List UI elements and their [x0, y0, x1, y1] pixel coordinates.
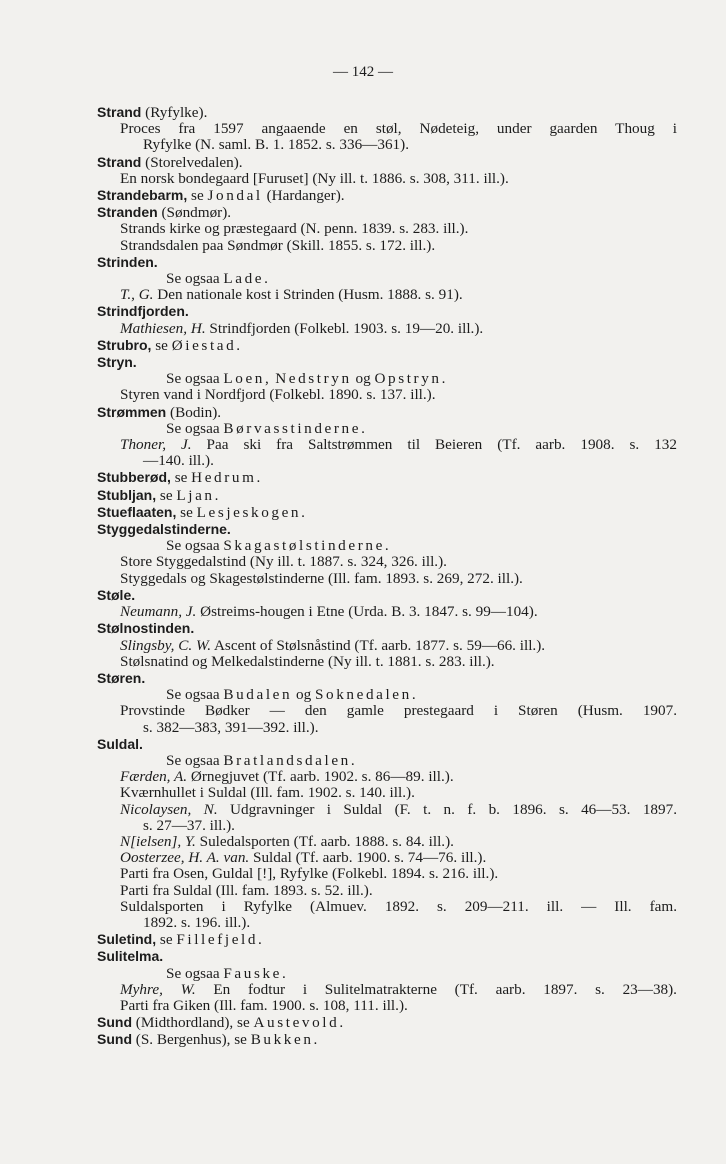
cross-reference: Lade. — [223, 270, 271, 288]
see-also-line — [97, 271, 677, 287]
see-also-text: Se ogsaa — [166, 370, 224, 388]
cross-reference: Budalen — [223, 686, 293, 704]
see-text: se — [187, 187, 208, 205]
author-name: Slingsby, C. W. — [120, 636, 211, 654]
citation-continuation: —140. ill.). — [143, 452, 214, 470]
entry-heading — [97, 404, 677, 421]
heading-qualifier: (Storelvedalen). — [141, 153, 243, 171]
citation-line: Suldalsporten i Ryfylke (Almuev. 1892. s. 209—211. ill. — Ill. fam. — [120, 897, 677, 915]
index-column — [97, 104, 677, 1049]
author-name: N[ielsen], Y. — [120, 832, 196, 850]
headword: Sund — [97, 1031, 132, 1048]
citation-line: Store Styggedalstind (Ny ill. t. 1887. s. 324, 326. ill.). — [120, 553, 447, 571]
cross-reference: Austevold. — [253, 1014, 346, 1032]
citation-line — [97, 638, 677, 654]
entry-heading — [97, 254, 677, 271]
headword: Stranden — [97, 204, 158, 221]
author-name: Oosterzee, H. A. van. — [120, 849, 250, 867]
citation-line — [97, 834, 677, 850]
cross-reference: Jondal — [207, 187, 263, 205]
cross-reference: Fillefjeld. — [176, 931, 265, 949]
citation-text: Den nationale kost i Strinden (Husm. 1888. s. 91). — [153, 286, 463, 304]
entry-heading — [97, 469, 677, 486]
citation-line: Strandsdalen paa Søndmør (Skill. 1855. s. 172. ill.). — [120, 236, 436, 254]
headword: Suletind, — [97, 931, 157, 948]
headword: Stølnostinden. — [97, 620, 195, 637]
citation-text: Paa ski fra Saltstrømmen til Beieren (Tf. aarb. 1908. s. 132 — [191, 436, 677, 454]
entry-heading — [97, 204, 677, 221]
headword: Sund — [97, 1014, 132, 1031]
entry-heading — [97, 587, 677, 604]
entry-heading — [97, 487, 677, 504]
entry-heading — [97, 620, 677, 637]
citation-continuation: s. 382—383, 391—392. ill.). — [143, 718, 319, 736]
citation-text: Ascent of Stølsnåstind (Tf. aarb. 1877. s. 59—66. ill.). — [211, 636, 546, 654]
headword: Stryn. — [97, 354, 137, 371]
headword: Strand — [97, 104, 142, 120]
see-also-text: Se ogsaa — [166, 270, 224, 288]
headword: Strandebarm, — [97, 187, 188, 204]
citation-text: Strindfjorden (Folkebl. 1903. s. 19—20. ill.). — [205, 319, 484, 337]
heading-qualifier: (Bodin). — [166, 403, 222, 421]
citation-line: Kværnhullet i Suldal (Ill. fam. 1902. s. 140. ill.). — [120, 784, 415, 802]
headword: Strand — [97, 153, 142, 170]
headword: Styggedalstinderne. — [97, 521, 231, 538]
see-also-line — [97, 371, 677, 387]
citation-line — [97, 437, 677, 453]
citation-text: Suldal (Tf. aarb. 1900. s. 74—76. ill.). — [249, 849, 487, 867]
heading-qualifier: (S. Bergenhus), se — [132, 1031, 251, 1049]
heading-qualifier: (Søndmør). — [157, 204, 232, 222]
cross-reference: Børvasstinderne. — [223, 419, 368, 437]
heading-qualifier: (Midthordland), se — [132, 1014, 254, 1032]
citation-line: Parti fra Osen, Guldal [!], Ryfylke (Folkebl. 1894. s. 216. ill.). — [120, 865, 499, 883]
citation-continuation: s. 27—37. ill.). — [143, 816, 235, 834]
citation-line: Stølsnatind og Melkedalstinderne (Ny ill. t. 1881. s. 283. ill.). — [120, 652, 495, 670]
citation-text: Østreims-hougen i Etne (Urda. B. 3. 1847. s. 99—104). — [196, 603, 538, 621]
cross-reference: Bratlandsdalen. — [223, 751, 358, 769]
entry-heading — [97, 187, 677, 204]
see-also-text: Se ogsaa — [166, 686, 224, 704]
see-also-line — [97, 687, 677, 703]
author-name: Thoner, J. — [120, 436, 192, 454]
headword: Suldal. — [97, 735, 143, 752]
cross-reference: Opstryn. — [374, 370, 448, 388]
citation-line: Parti fra Suldal (Ill. fam. 1893. s. 52. ill.). — [120, 881, 373, 899]
entry-heading — [97, 736, 677, 753]
citation-line: Provstinde Bødker — den gamle prestegaard i Støren (Husm. 1907. — [120, 702, 677, 720]
citation-line: Styggedals og Skagestølstinderne (Ill. fam. 1893. s. 269, 272. ill.). — [120, 569, 523, 587]
citation-line — [97, 321, 677, 337]
see-also-line — [97, 538, 677, 554]
entry-heading — [97, 521, 677, 538]
headword: Sulitelma. — [97, 948, 164, 965]
see-also-text: Se ogsaa — [166, 419, 224, 437]
author-name: T., G. — [120, 286, 154, 304]
author-name: Mathiesen, H. — [120, 319, 206, 337]
headword: Strindfjorden. — [97, 303, 189, 320]
cross-reference: Nedstryn — [275, 370, 352, 388]
headword: Stubberød, — [97, 469, 171, 486]
entry-heading — [97, 504, 677, 521]
citation-line — [97, 287, 677, 303]
entry-heading — [97, 337, 677, 354]
citation-line — [97, 802, 677, 818]
headword: Strubro, — [97, 336, 152, 353]
entry-heading — [97, 1014, 677, 1031]
entry-heading — [97, 1031, 677, 1048]
author-name: Myhre, W. — [120, 980, 196, 998]
author-name: Nicolaysen, N. — [120, 800, 218, 818]
see-also-line — [97, 966, 677, 982]
citation-line — [97, 982, 677, 998]
see-text: se — [156, 486, 177, 504]
citation-continuation: 1892. s. 196. ill.). — [143, 913, 251, 931]
separator: og — [351, 370, 375, 388]
citation-text: Udgravninger i Suldal (F. t. n. f. b. 1896. s. 46—53. 1897. — [217, 800, 677, 818]
citation-line: Parti fra Giken (Ill. fam. 1900. s. 108, 111. ill.). — [120, 996, 408, 1014]
entry-heading — [97, 354, 677, 371]
headword: Støren. — [97, 669, 146, 686]
citation-text: En fodtur i Sulitelmatrakterne (Tf. aarb. 1897. s. 23—38). — [195, 980, 677, 998]
citation-continuation: Ryfylke (N. saml. B. 1. 1852. s. 336—361). — [143, 136, 410, 154]
see-also-text: Se ogsaa — [166, 751, 224, 769]
entry-heading — [97, 670, 677, 687]
cross-reference: Lesjeskogen. — [196, 503, 308, 521]
see-text: se — [156, 931, 177, 949]
citation-line: En norsk bondegaard [Furuset] (Ny ill. t. 1886. s. 308, 311. ill.). — [120, 169, 509, 187]
headword: Strinden. — [97, 253, 158, 270]
see-also-line — [97, 753, 677, 769]
see-text: se — [170, 469, 192, 487]
see-text: se — [151, 336, 172, 354]
see-also-text: Se ogsaa — [166, 537, 224, 555]
headword: Strømmen — [97, 403, 167, 420]
cross-reference: Øiestad. — [171, 336, 243, 354]
cross-reference: Soknedalen. — [314, 686, 419, 704]
heading-qualifier: (Hardanger). — [262, 187, 345, 205]
citation-line: Styren vand i Nordfjord (Folkebl. 1890. s. 137. ill.). — [120, 386, 436, 404]
citation-line — [97, 604, 677, 620]
cross-reference: Ljan. — [176, 486, 222, 504]
cross-reference: Fauske. — [223, 964, 289, 982]
entry-heading — [97, 303, 677, 320]
entry-heading — [97, 931, 677, 948]
page-number: — 142 — — [333, 64, 393, 80]
citation-line: Strands kirke og præstegaard (N. penn. 1839. s. 283. ill.). — [120, 220, 469, 238]
author-name: Neumann, J. — [120, 603, 197, 621]
see-also-line — [97, 421, 677, 437]
entry-heading — [97, 104, 677, 121]
heading-qualifier: (Ryfylke). — [141, 104, 208, 121]
cross-reference: Bukken. — [250, 1031, 320, 1049]
entry-heading — [97, 154, 677, 171]
citation-text: Ørnegjuvet (Tf. aarb. 1902. s. 86—89. ill.). — [187, 768, 454, 786]
cross-reference: Loen, — [223, 370, 272, 388]
citation-line — [97, 850, 677, 866]
cross-reference: Skagastølstinderne. — [223, 537, 392, 555]
citation-line — [97, 769, 677, 785]
headword: Stueflaaten, — [97, 503, 177, 520]
entry-heading — [97, 948, 677, 965]
see-text: se — [176, 503, 197, 521]
see-also-text: Se ogsaa — [166, 964, 224, 982]
cross-reference: Hedrum. — [191, 469, 263, 487]
separator: og — [292, 686, 315, 704]
author-name: Færden, A. — [120, 768, 188, 786]
citation-text: Suledalsporten (Tf. aarb. 1888. s. 84. ill.). — [195, 832, 454, 850]
citation-line: Proces fra 1597 angaaende en støl, Nødeteig, under gaarden Thoug i — [120, 120, 677, 138]
headword: Støle. — [97, 586, 136, 603]
headword: Stubljan, — [97, 486, 157, 503]
